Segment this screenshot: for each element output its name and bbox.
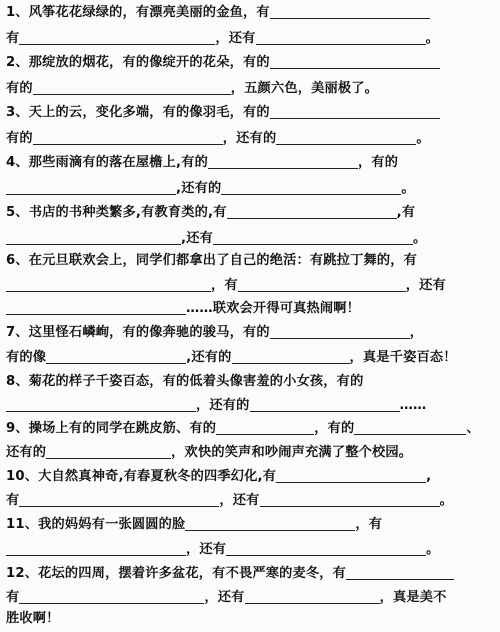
item-3-text: 有的	[6, 131, 33, 146]
blank[interactable]	[19, 488, 219, 507]
item-1-number: 1、	[6, 5, 29, 20]
item-6-number: 6、	[6, 253, 29, 268]
blank[interactable]	[256, 26, 426, 45]
item-5-number: 5、	[6, 205, 29, 220]
item-3-text: 天上的云，变化多端，有的像羽毛，有的	[28, 105, 270, 120]
item-5-text: ,有	[396, 205, 416, 220]
blank[interactable]	[221, 176, 401, 195]
item-11-text: 。	[426, 542, 440, 557]
blank[interactable]	[238, 273, 406, 292]
blank[interactable]	[270, 50, 440, 69]
item-9-text: ，有的	[314, 421, 355, 436]
item-10-line-2	[6, 488, 494, 514]
item-4-text: 那些雨滴有的落在屋檐上,有的	[28, 155, 209, 170]
item-1-line-2	[6, 26, 494, 52]
blank[interactable]	[250, 393, 400, 412]
item-8-text: 菊花的样子千姿百态，有的低着头像害羞的小女孩，有的	[28, 374, 364, 389]
blank[interactable]	[213, 226, 413, 245]
blank[interactable]	[6, 393, 196, 412]
blank[interactable]	[6, 176, 176, 195]
item-7-line-2	[6, 345, 494, 371]
item-6-text: ，有	[211, 278, 238, 293]
item-8-line-1	[6, 369, 494, 395]
item-2-number: 2、	[6, 55, 29, 70]
item-8-number: 8、	[6, 374, 29, 389]
item-7-line-1	[6, 320, 494, 346]
item-6-text: 在元旦联欢会上，同学们都拿出了自己的绝活：有跳拉丁舞的，有	[28, 253, 418, 268]
item-9-text: 操场上有的同学在跳皮筋、有的	[28, 421, 217, 436]
item-12-text: 胜收啊！	[6, 611, 60, 626]
item-10-text: 有	[6, 493, 20, 508]
item-10-text: ，还有	[219, 493, 260, 508]
blank[interactable]	[270, 320, 410, 339]
blank[interactable]	[6, 537, 186, 556]
item-7-text: ，真是千姿百态！	[349, 350, 457, 365]
item-11-text: ，还有	[186, 542, 227, 557]
item-12-text: 花坛的四周，摆着许多盆花，有不畏严寒的麦冬，有	[38, 566, 347, 581]
item-5-text: ,还有	[181, 231, 213, 246]
blank[interactable]	[33, 126, 223, 145]
item-9-text: ，欢快的笑声和吵闹声充满了整个校园。	[171, 445, 413, 460]
blank[interactable]	[6, 296, 186, 315]
item-12-text: 有	[6, 590, 20, 605]
item-6-text: ……联欢会开得可真热闹啊！	[186, 301, 361, 316]
item-2-text: 有的	[6, 81, 33, 96]
blank[interactable]	[270, 100, 440, 119]
item-11-line-1	[6, 512, 494, 538]
blank[interactable]	[6, 273, 211, 292]
blank[interactable]	[6, 226, 181, 245]
blank[interactable]	[227, 200, 397, 219]
item-4-text: 。	[401, 181, 415, 196]
item-9-text: 还有的	[6, 445, 47, 460]
item-5-text: 书店的书种类繁多,有教育类的,有	[28, 205, 227, 220]
item-3-line-2	[6, 126, 494, 152]
blank[interactable]	[208, 150, 358, 169]
item-10-number: 10、	[6, 469, 39, 484]
blank[interactable]	[276, 126, 416, 145]
item-4-text: ，有的	[358, 155, 399, 170]
item-12-line-3	[6, 606, 494, 632]
item-11-text: 我的妈妈有一张圆圆的脸	[38, 517, 186, 532]
item-5-text: 。	[413, 231, 427, 246]
item-1-text: 有	[6, 31, 20, 46]
item-10-line-1	[6, 464, 494, 490]
item-10-text: 。	[439, 493, 453, 508]
item-6-line-1	[6, 248, 494, 274]
blank[interactable]	[354, 416, 466, 435]
item-3-line-1	[6, 100, 494, 126]
item-4-number: 4、	[6, 155, 29, 170]
blank[interactable]	[245, 585, 380, 604]
item-2-text: 那绽放的烟花，有的像绽开的花朵，有的	[28, 55, 270, 70]
item-2-line-1	[6, 50, 494, 76]
blank[interactable]	[46, 345, 186, 364]
blank[interactable]	[260, 488, 440, 507]
item-2-line-2	[6, 76, 494, 102]
item-12-text: ，真是美不	[379, 590, 447, 605]
item-11-text: ，有	[355, 517, 383, 532]
item-7-text: 这里怪石嶙峋，有的像奔驰的骏马，有的	[28, 325, 270, 340]
item-1-text: 。	[425, 31, 439, 46]
item-7-text: ,还有的	[186, 350, 232, 365]
item-8-text: ，还有的	[196, 398, 250, 413]
item-4-text: ,还有的	[176, 181, 222, 196]
item-2-text: ，五颜六色，美丽极了。	[230, 81, 379, 96]
item-3-text: 。	[416, 131, 430, 146]
blank[interactable]	[270, 0, 430, 19]
item-1-text: 风筝花花绿绿的，有漂亮美丽的金鱼，有	[28, 5, 270, 20]
item-8-text: ……	[399, 398, 427, 413]
item-6-text: ，还有	[405, 278, 446, 293]
blank[interactable]	[276, 464, 426, 483]
item-4-line-2	[6, 176, 494, 202]
item-11-number: 11、	[6, 517, 39, 532]
blank[interactable]	[19, 585, 204, 604]
item-7-text: 有的像	[6, 350, 47, 365]
blank[interactable]	[346, 561, 454, 580]
item-1-text: ，还有	[215, 31, 256, 46]
item-6-line-3	[6, 296, 494, 322]
item-9-number: 9、	[6, 421, 29, 436]
item-9-text: 、	[466, 421, 480, 436]
blank[interactable]	[185, 512, 355, 531]
item-11-line-2	[6, 537, 494, 563]
item-12-text: ，还有	[204, 590, 245, 605]
item-10-text: 大自然真神奇,有春夏秋冬的四季幻化,有	[38, 469, 277, 484]
blank[interactable]	[232, 345, 350, 364]
item-10-text: ,	[426, 469, 432, 484]
item-4-line-1	[6, 150, 494, 176]
item-7-text: ，	[409, 325, 424, 340]
item-3-number: 3、	[6, 105, 29, 120]
item-1-line-1	[6, 0, 494, 26]
blank[interactable]	[33, 76, 231, 95]
item-12-line-1	[6, 561, 494, 587]
item-9-line-2	[6, 440, 494, 466]
item-3-text: ，还有的	[222, 131, 277, 146]
blank[interactable]	[46, 440, 171, 459]
blank[interactable]	[226, 537, 426, 556]
blank[interactable]	[216, 416, 314, 435]
item-9-line-1	[6, 416, 494, 442]
item-7-number: 7、	[6, 325, 29, 340]
item-5-line-1	[6, 200, 494, 226]
blank[interactable]	[19, 26, 215, 45]
item-12-number: 12、	[6, 566, 39, 581]
